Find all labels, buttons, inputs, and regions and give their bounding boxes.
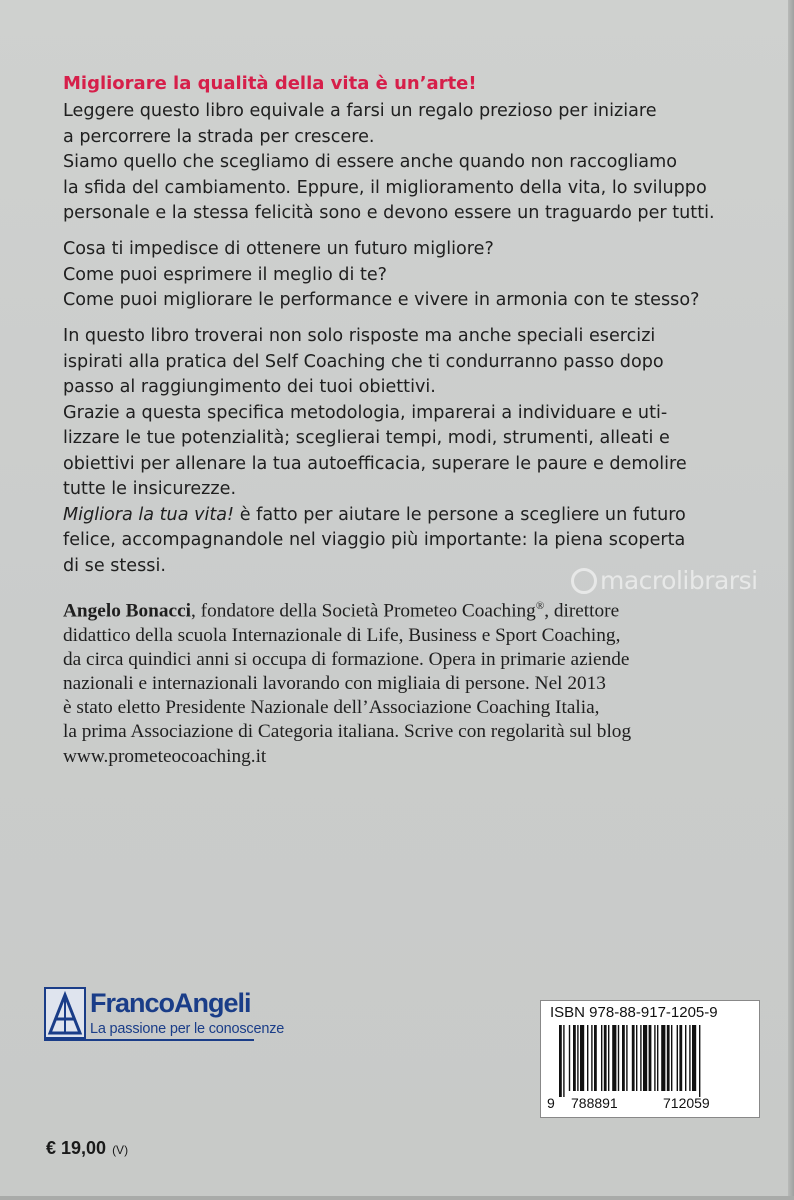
barcode-bar xyxy=(667,1025,670,1091)
closing-line: felice, accompagnandole nel viaggio più importante: la piena scoperta xyxy=(63,530,686,550)
barcode-bar xyxy=(626,1025,627,1091)
barcode-bar xyxy=(671,1025,672,1091)
watermark-text: macrolibrarsi xyxy=(600,566,758,595)
barcode-digits-right: 712059 xyxy=(663,1095,710,1111)
barcode-bar xyxy=(601,1025,602,1091)
price xyxy=(46,1138,128,1159)
body-paragraph xyxy=(63,324,763,579)
barcode-bars xyxy=(559,1025,749,1097)
closing-line xyxy=(63,503,763,529)
publisher-name: FrancoAngeli xyxy=(90,988,251,1018)
barcode-bar xyxy=(685,1025,686,1091)
book-title: Migliora la tua vita! xyxy=(63,504,235,525)
barcode-bar xyxy=(677,1025,678,1091)
barcode-bar xyxy=(622,1025,625,1091)
watermark xyxy=(571,566,758,595)
barcode-bar xyxy=(569,1025,570,1091)
bio-line xyxy=(63,594,763,624)
body-line: In questo libro troverai non solo risposte ma anche speciali esercizi xyxy=(63,326,656,346)
bio-line: www.prometeocoaching.it xyxy=(63,745,267,767)
body-line: tutte le insicurezze. xyxy=(63,479,237,499)
publisher-tagline: La passione per le conoscenze xyxy=(90,1021,285,1037)
body-line: passo al raggiungimento dei tuoi obiettivi. xyxy=(63,377,436,397)
intro-paragraph xyxy=(63,99,763,227)
barcode-bar xyxy=(692,1025,696,1091)
publisher-underline xyxy=(44,1039,254,1041)
intro-line: Siamo quello che scegliamo di essere anche quando non raccogliamo xyxy=(63,152,677,172)
barcode-bar xyxy=(563,1025,564,1097)
barcode-bar xyxy=(587,1025,588,1091)
publisher-emblem-icon xyxy=(44,987,86,1039)
isbn-text: ISBN 978-88-917-1205-9 xyxy=(550,1004,718,1021)
bio-text: , direttore xyxy=(544,600,620,622)
barcode-bar xyxy=(618,1025,619,1091)
barcode-bar xyxy=(679,1025,682,1091)
body-line: ispirati alla pratica del Self Coaching che ti condurranno passo dopo xyxy=(63,351,664,372)
barcode-bar xyxy=(699,1025,700,1097)
bio-line: è stato eletto Presidente Nazionale dell’Associazione Coaching Italia, xyxy=(63,697,600,719)
barcode xyxy=(540,1000,760,1118)
barcode-bar xyxy=(608,1025,609,1091)
barcode-digit-first: 9 xyxy=(547,1095,555,1111)
barcode-bar xyxy=(657,1025,658,1091)
author-bio xyxy=(63,594,763,769)
body-line: Grazie a questa specifica metodologia, imparerai a individuare e uti- xyxy=(63,402,668,423)
barcode-bar xyxy=(632,1025,635,1091)
body-line: obiettivi per allenare la tua autoefficacia, superare le paure e demolire xyxy=(63,453,687,474)
barcode-bar xyxy=(649,1025,652,1091)
barcode-bar xyxy=(559,1025,562,1097)
barcode-bar xyxy=(591,1025,592,1091)
author-name: Angelo Bonacci xyxy=(63,600,192,622)
cover-bottom-edge xyxy=(0,1196,794,1200)
price-value: € 19,00 xyxy=(46,1138,107,1158)
barcode-bar xyxy=(604,1025,607,1091)
bio-line: didattico della scuola Internazionale di Life, Business e Sport Coaching, xyxy=(63,624,621,646)
bio-line: la prima Associazione di Categoria italiana. Scrive con regolarità sul blog xyxy=(63,721,632,743)
closing-line: di se stessi. xyxy=(63,555,166,576)
question-line: Cosa ti impedisce di ottenere un futuro migliore? xyxy=(63,239,494,259)
barcode-digits-left: 788891 xyxy=(571,1095,618,1111)
barcode-bar xyxy=(612,1025,616,1091)
barcode-bar xyxy=(594,1025,597,1091)
barcode-bar xyxy=(654,1025,655,1091)
barcode-bar xyxy=(636,1025,637,1091)
body-line: lizzare le tue potenzialità; sceglierai tempi, modi, strumenti, alleati e xyxy=(63,428,670,448)
bio-text: , fondatore della Società Prometeo Coaching xyxy=(191,600,536,622)
bio-line: nazionali e internazionali lavorando con migliaia di persone. Nel 2013 xyxy=(63,673,606,695)
barcode-bar xyxy=(573,1025,576,1091)
barcode-bar xyxy=(661,1025,665,1091)
watermark-logo-icon xyxy=(571,568,597,594)
intro-line: a percorrere la strada per crescere. xyxy=(63,126,375,147)
intro-line: la sfida del cambiamento. Eppure, il miglioramento della vita, lo sviluppo xyxy=(63,177,707,198)
question-line: Come puoi esprimere il meglio di te? xyxy=(63,264,388,285)
barcode-bar xyxy=(580,1025,584,1091)
publisher-logo xyxy=(44,987,284,1057)
question-line: Come puoi migliorare le performance e vivere in armonia con te stesso? xyxy=(63,290,700,310)
barcode-bar xyxy=(640,1025,641,1091)
cover-edge xyxy=(788,0,794,1200)
barcode-bar xyxy=(643,1025,647,1091)
headline: Migliorare la qualità della vita è un’arte! xyxy=(63,73,477,94)
barcode-bar xyxy=(689,1025,690,1091)
intro-line: Leggere questo libro equivale a farsi un regalo prezioso per iniziare xyxy=(63,101,657,121)
intro-line: personale e la stessa felicità sono e devono essere un traguardo per tutti. xyxy=(63,203,715,223)
barcode-bar xyxy=(577,1025,578,1091)
questions-paragraph xyxy=(63,237,763,314)
closing-text: è fatto per aiutare le persone a scegliere un futuro xyxy=(234,504,686,525)
price-tax-note: (V) xyxy=(112,1143,129,1157)
bio-line: da circa quindici anni si occupa di formazione. Opera in primarie aziende xyxy=(63,648,630,670)
registered-mark: ® xyxy=(535,600,545,612)
